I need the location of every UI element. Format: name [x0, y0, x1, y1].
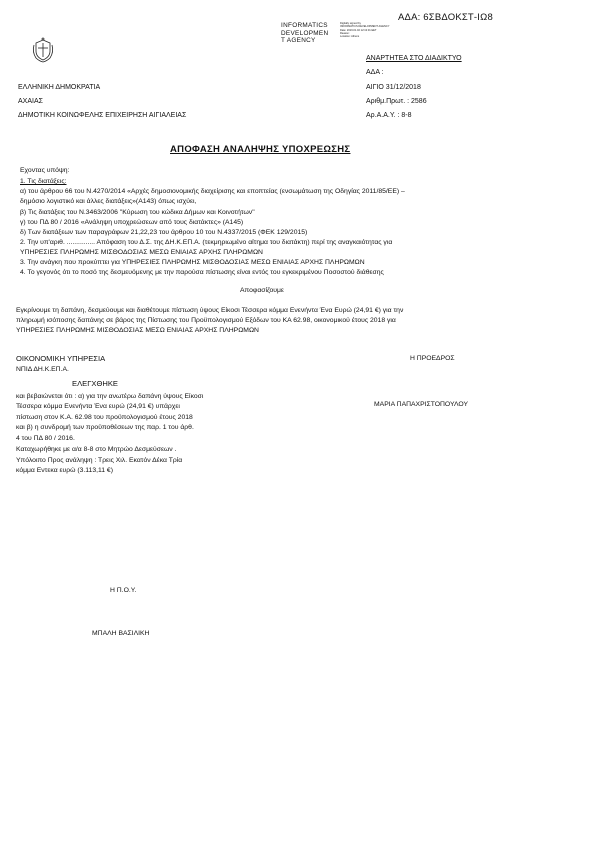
- decision-line2: πληρωμή ισόποσης δαπάνης σε βάρος της Πίστωσης του Προϋπολογισμού Εξόδων του ΚΑ 62.98, οικονομικού έτους 2018 για: [16, 317, 396, 324]
- greek-emblem-icon: [30, 36, 56, 64]
- item-1a-line2: δημόσιο λογιστικό και άλλες διατάξεις»(Α143) όπως ισχύει,: [20, 198, 197, 205]
- stamp-line: INFORMATICS: [281, 22, 328, 29]
- certification-line: πίστωση στον Κ.Α. 62.98 του προϋπολογισμού έτους 2018: [16, 414, 193, 421]
- org-line-enterprise: ΔΗΜΟΤΙΚΗ ΚΟΙΝΩΦΕΛΗΣ ΕΠΙΧΕΙΡΗΣΗ ΑΙΓΙΑΛΕΙΑΣ: [18, 112, 187, 119]
- signature-stamp-title: [281, 22, 328, 45]
- finance-department: ΟΙΚΟΝΟΜΙΚΗ ΥΠΗΡΕΣΙΑ: [16, 354, 106, 363]
- stamp-detail-line: INFORMATICS DEVELOPMENT AGENCY: [340, 25, 390, 29]
- protocol-number: Αριθμ.Πρωτ. : 2586: [366, 98, 427, 105]
- item-1b: β) Τις διατάξεις του Ν.3463/2006 "Κύρωση του κώδικα Δήμων και Κοινοτήτων": [20, 209, 255, 216]
- stamp-line: T AGENCY: [281, 37, 316, 45]
- decision-heading: Αποφασίζουμε: [240, 287, 284, 294]
- certification-line: και β) η συνδρομή των προϋποθέσεων της παρ. 1 του άρθ.: [16, 424, 194, 431]
- president-name: ΜΑΡΙΑ ΠΑΠΑΧΡΙΣΤΟΠΟΥΛΟΥ: [374, 401, 469, 408]
- intro-text: Εχοντας υπόψη:: [20, 167, 70, 174]
- decision-line3: ΥΠΗΡΕΣΙΕΣ ΠΛΗΡΩΜΗΣ ΜΙΣΘΟΔΟΣΙΑΣ ΜΕΣΩ ΕΝΙΑΙΑΣ ΑΡΧΗΣ ΠΛΗΡΩΜΩΝ: [16, 327, 259, 334]
- pou-label: Η Π.Ο.Υ.: [110, 587, 137, 594]
- document-title: ΑΠΟΦΑΣΗ ΑΝΑΛΗΨΗΣ ΥΠΟΧΡΕΩΣΗΣ: [170, 144, 351, 155]
- item-2-line2: ΥΠΗΡΕΣΙΕΣ ΠΛΗΡΩΜΗΣ ΜΙΣΘΟΔΟΣΙΑΣ ΜΕΣΩ ΕΝΙΑΙΑΣ ΑΡΧΗΣ ΠΛΗΡΩΜΩΝ: [20, 249, 263, 256]
- certification-line: Τέσσερα κόμμα Ενενήντα Ένα ευρώ (24,91 €) υπάρχει: [16, 403, 180, 410]
- aay-number: Αρ.Α.Α.Υ. : 8-8: [366, 112, 412, 119]
- president-role: Η ΠΡΟΕΔΡΟΣ: [410, 355, 455, 362]
- stamp-detail-line: Digitally signed by: [340, 22, 361, 25]
- stamp-detail-line: Date: 2019.01.02 12:13:31 EET: [340, 28, 377, 32]
- ada-code-top: ΑΔΑ: 6ΣΒΔΟΚΣΤ-ΙΩ8: [398, 12, 493, 23]
- document-date: ΑΙΓΙΟ 31/12/2018: [366, 84, 421, 91]
- signature-stamp-details: [340, 22, 389, 39]
- stamp-detail-line: Location: Athens: [340, 35, 360, 39]
- certification-line: και βεβαιώνεται ότι : α) για την ανωτέρω δαπάνη ύψους Είκοσι: [16, 393, 204, 400]
- certification-line: 4 του ΠΔ 80 / 2016.: [16, 435, 75, 442]
- certification-line: κόμμα Εντεκα ευρώ (3.113,11 €): [16, 467, 113, 474]
- item-1d: δ) Των διατάξεων των παραγράφων 21,22,23 του άρθρου 10 του Ν.4337/2015 (ΦΕΚ 129/2015): [20, 229, 308, 236]
- finance-subtitle: ΝΠΙΔ ΔΗ.Κ.ΕΠ.Α.: [16, 366, 69, 373]
- item-4: 4. Το γεγονός ότι το ποσό της δεσμευόμενης με την παρούσα πίστωσης είναι εντός του εγκεκριμένου Ποσοστού διάθεσης: [20, 269, 384, 276]
- org-line-prefecture: ΑΧΑΙΑΣ: [18, 98, 43, 105]
- decision-line1: Εγκρίνουμε τη δαπάνη, δεσμεύουμε και διαθέτουμε πίστωση ύψους Είκοσι Τέσσερα κόμμα Ενενήντα Ένα Ευρώ (24,91 €) για την: [16, 307, 404, 314]
- ada-field: ΑΔΑ :: [366, 69, 384, 76]
- stamp-line: DEVELOPMEN: [281, 29, 329, 37]
- certification-line: Υπόλοιπο Προς ανάληψη : Τρεις Χιλ. Εκατόν Δέκα Τρία: [16, 457, 183, 464]
- stamp-detail-line: Reason:: [340, 32, 350, 36]
- checked-label: ΕΛΕΓΧΘΗΚΕ: [72, 379, 118, 388]
- pou-signatory-name: ΜΠΑΛΗ ΒΑΣΙΛΙΚΗ: [92, 630, 150, 637]
- posted-online-label: ΑΝΑΡΤΗΤΕΑ ΣΤΟ ΔΙΑΔΙΚΤΥΟ: [366, 55, 462, 62]
- item-1: 1. Τις διατάξεις:: [20, 178, 67, 185]
- item-2-line1: 2. Την υπ'αριθ. ............... Απόφαση του Δ.Σ. της ΔΗ.Κ.ΕΠ.Α. (τεκμηριωμένο αίτημα του διατάκτη) περί της αναγκαιότητας για: [20, 239, 393, 246]
- item-3: 3. Την ανάγκη που προκύπτει για ΥΠΗΡΕΣΙΕΣ ΠΛΗΡΩΜΗΣ ΜΙΣΘΟΔΟΣΙΑΣ ΜΕΣΩ ΕΝΙΑΙΑΣ ΑΡΧΗΣ ΠΛΗΡΩΜΩΝ: [20, 259, 365, 266]
- item-1c: γ) του ΠΔ 80 / 2016 «Ανάληψη υποχρεώσεων από τους διατάκτες» (Α145): [20, 219, 244, 226]
- certification-line: Καταχωρήθηκε με α/α 8-8 στο Μητρώο Δεσμεύσεων .: [16, 446, 177, 453]
- item-1a-line1: α) του άρθρου 66 του Ν.4270/2014 «Αρχές δημοσιονομικής διαχείρισης και εποπτείας (ενσωμάτωση της Οδηγίας 2011/85/ΕΕ) –: [20, 188, 405, 195]
- org-line-republic: ΕΛΛΗΝΙΚΗ ΔΗΜΟΚΡΑΤΙΑ: [18, 84, 101, 91]
